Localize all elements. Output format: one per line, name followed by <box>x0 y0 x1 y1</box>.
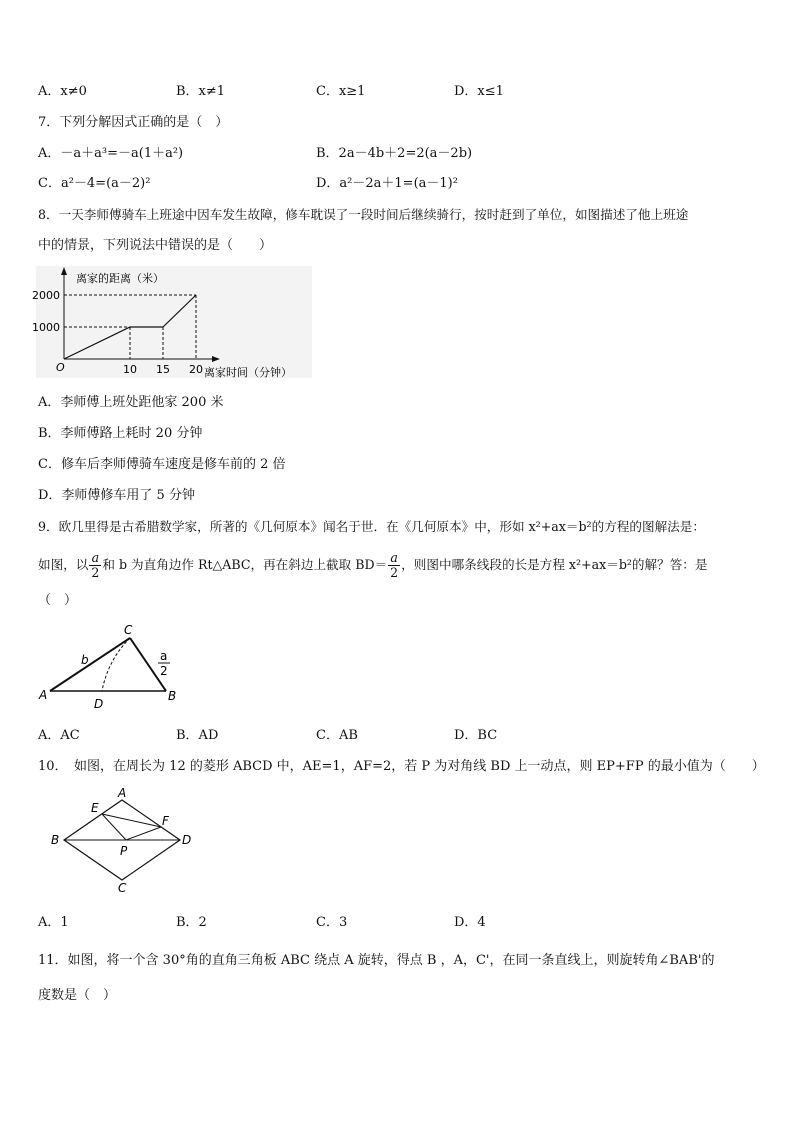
label-d: D <box>182 833 192 847</box>
y-tick-2000: 2000 <box>32 289 60 302</box>
label-f: F <box>162 814 169 828</box>
q7-stem: 7．下列分解因式正确的是（ ） <box>38 115 229 130</box>
y-axis-label: 离家的距离（米） <box>76 272 164 285</box>
label-e: E <box>91 801 99 815</box>
q11-stem-line1: 11．如图，将一个含 30°角的直角三角板 ABC 绕点 A 旋转，得点 B ，A，C'，在同一条直线上，则旋转角∠BAB'的 <box>38 953 715 968</box>
label-2-den: 2 <box>160 664 168 678</box>
q6-option-b: B．x≠1 <box>176 84 226 99</box>
q9-text-c: ，则图中哪条线段的长是方程 x²+ax＝b²的解？答：是 <box>401 557 708 572</box>
q6-option-c: C．x≥1 <box>316 84 366 99</box>
label-a-num: a <box>160 649 168 663</box>
label-b: B <box>51 833 60 847</box>
segment-ac <box>50 638 130 691</box>
label-d: D <box>94 697 104 711</box>
q7-option-a: A．－a＋a³=－a(1＋a²) <box>38 146 184 161</box>
fraction-a-over-2 <box>89 551 101 580</box>
q7-option-d: D．a²－2a＋1=(a－1)² <box>316 176 458 191</box>
label-c: C <box>124 623 133 637</box>
q9-text-b: 和 b 为直角边作 Rt△ABC，再在斜边上截取 BD＝ <box>102 557 388 572</box>
q10-option-b: B．2 <box>176 915 207 930</box>
q10-option-a: A．1 <box>38 915 69 930</box>
x-tick-20: 20 <box>189 363 203 376</box>
q8-option-a: A．李师傅上班处距他家 200 米 <box>38 395 224 410</box>
q9-option-b: B．AD <box>176 728 219 743</box>
q8-option-d: D．李师傅修车用了 5 分钟 <box>38 488 195 503</box>
fraction-denominator: 2 <box>390 565 399 580</box>
segment-ep <box>102 814 126 840</box>
q8-option-c: C．修车后李师傅骑车速度是修车前的 2 倍 <box>38 457 286 472</box>
arc-c-to-d <box>102 638 130 691</box>
label-b-side: b <box>81 653 89 667</box>
q9-triangle-figure <box>36 620 196 712</box>
q9-stem-line2 <box>38 548 708 582</box>
fraction-numerator: a <box>89 551 101 566</box>
label-a: A <box>39 688 48 702</box>
fraction-a-over-2 <box>388 551 400 580</box>
q9-text-a: 如图，以 <box>38 557 89 572</box>
q10-option-c: C．3 <box>316 915 348 930</box>
x-tick-15: 15 <box>156 363 170 376</box>
label-c: C <box>118 881 127 895</box>
q8-option-b: B．李师傅路上耗时 20 分钟 <box>38 426 203 441</box>
q8-distance-time-chart <box>32 266 326 384</box>
q9-option-c: C．AB <box>316 728 358 743</box>
q8-stem-line2: 中的情景，下列说法中错误的是（ ） <box>38 238 273 253</box>
q9-stem-line3: （ ） <box>38 593 78 608</box>
label-p: P <box>120 844 128 858</box>
origin-label: O <box>56 361 65 374</box>
q10-option-d: D．4 <box>454 915 486 930</box>
q9-stem-line1: 9．欧几里得是古希腊数学家，所著的《几何原本》闻名于世．在《几何原本》中，形如 x²+ax＝b²的方程的图解法是： <box>38 519 705 534</box>
label-b: B <box>168 689 177 703</box>
fraction-denominator: 2 <box>91 565 100 580</box>
q7-option-c: C．a²－4=(a－2)² <box>38 176 151 191</box>
fraction-numerator: a <box>388 551 400 566</box>
segment-fp <box>126 827 161 840</box>
x-tick-10: 10 <box>123 363 137 376</box>
q9-option-a: A．AC <box>38 728 80 743</box>
q11-stem-line2: 度数是（ ） <box>38 988 117 1003</box>
y-tick-1000: 1000 <box>32 321 60 334</box>
q8-stem-line1: 8．一天李师傅骑车上班途中因车发生故障，修车耽误了一段时间后继续骑行，按时赶到了单位，如图描述了他上班途 <box>38 207 689 222</box>
x-axis-label: 离家时间（分钟） <box>204 366 292 379</box>
q10-stem: 10． 如图，在周长为 12 的菱形 ABCD 中，AE=1，AF=2，若 P 为对角线 BD 上一动点，则 EP+FP 的最小值为（ ） <box>38 759 765 774</box>
q10-rhombus-figure <box>44 784 204 896</box>
q9-option-d: D．BC <box>454 728 498 743</box>
q6-option-d: D．x≤1 <box>454 84 504 99</box>
q7-option-b: B．2a－4b＋2=2(a－2b) <box>316 146 473 161</box>
q6-option-a: A．x≠0 <box>38 84 87 99</box>
label-a: A <box>118 786 127 800</box>
